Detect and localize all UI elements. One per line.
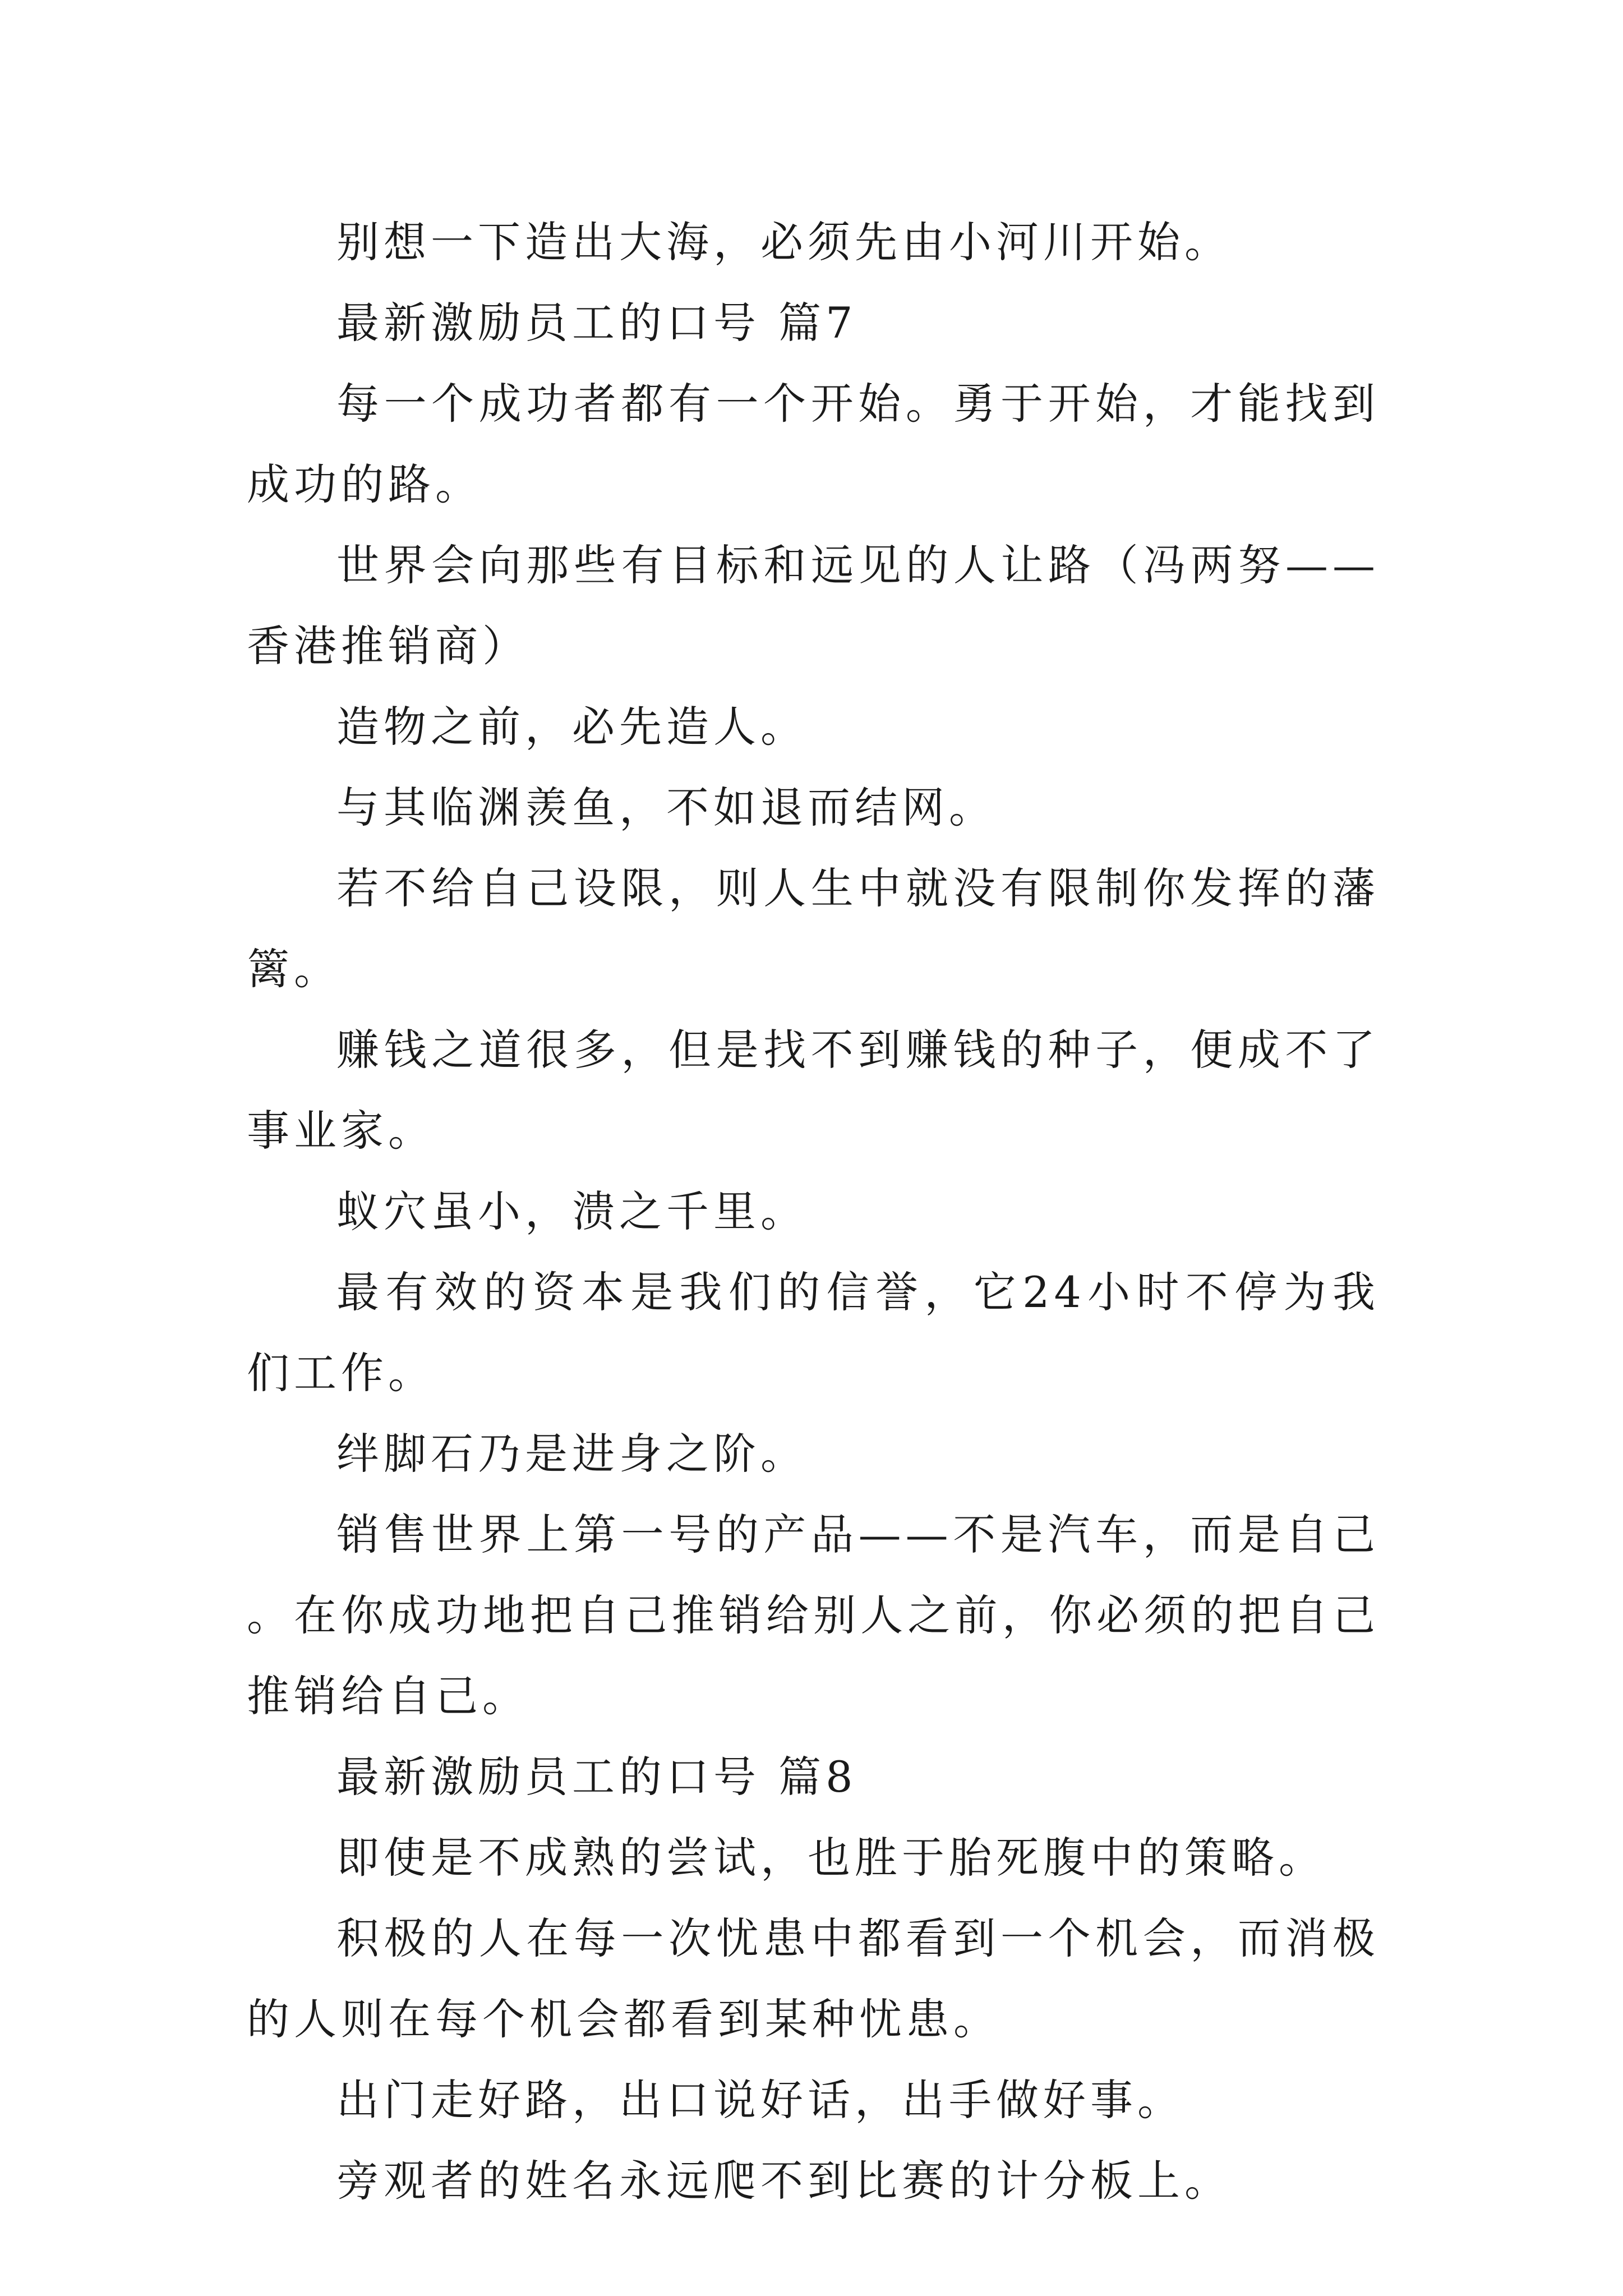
paragraph: 造物之前，必先造人。	[336, 702, 808, 752]
paragraph: 与其临渊羡鱼，不如退而结网。	[336, 783, 996, 832]
paragraph: 每一个成功者都有一个开始。勇于开始，才能找到成功的路。	[247, 379, 1380, 509]
paragraph: 蚁穴虽小，溃之千里。	[336, 1186, 808, 1236]
paragraph: 积极的人在每一次忧患中都看到一个机会，而消极的人则在每个机会都看到某种忧患。	[247, 1913, 1380, 2044]
section-heading: 最新激励员工的口号 篇7	[336, 298, 857, 348]
paragraph: 若不给自己设限，则人生中就没有限制你发挥的藩篱。	[247, 863, 1380, 994]
paragraph: 即使是不成熟的尝试，也胜于胎死腹中的策略。	[336, 1833, 1326, 1883]
section-heading: 最新激励员工的口号 篇8	[336, 1752, 857, 1802]
paragraph: 销售世界上第一号的产品——不是汽车，而是自己。在你成功地把自己推销给别人之前，你必须的把自己推销给自己。	[247, 1510, 1380, 1721]
paragraph: 出门走好路，出口说好话，出手做好事。	[336, 2075, 1184, 2125]
paragraph: 最有效的资本是我们的信誉，它24小时不停为我们工作。	[247, 1267, 1380, 1398]
paragraph: 别想一下造出大海，必须先由小河川开始。	[336, 217, 1232, 267]
paragraph: 世界会向那些有目标和远见的人让路（冯两努——香港推销商）	[247, 540, 1380, 671]
paragraph: 绊脚石乃是进身之阶。	[336, 1429, 808, 1479]
document-body	[247, 202, 1380, 2221]
paragraph: 赚钱之道很多，但是找不到赚钱的种子，便成不了事业家。	[247, 1025, 1380, 1156]
paragraph: 旁观者的姓名永远爬不到比赛的计分板上。	[336, 2156, 1232, 2206]
